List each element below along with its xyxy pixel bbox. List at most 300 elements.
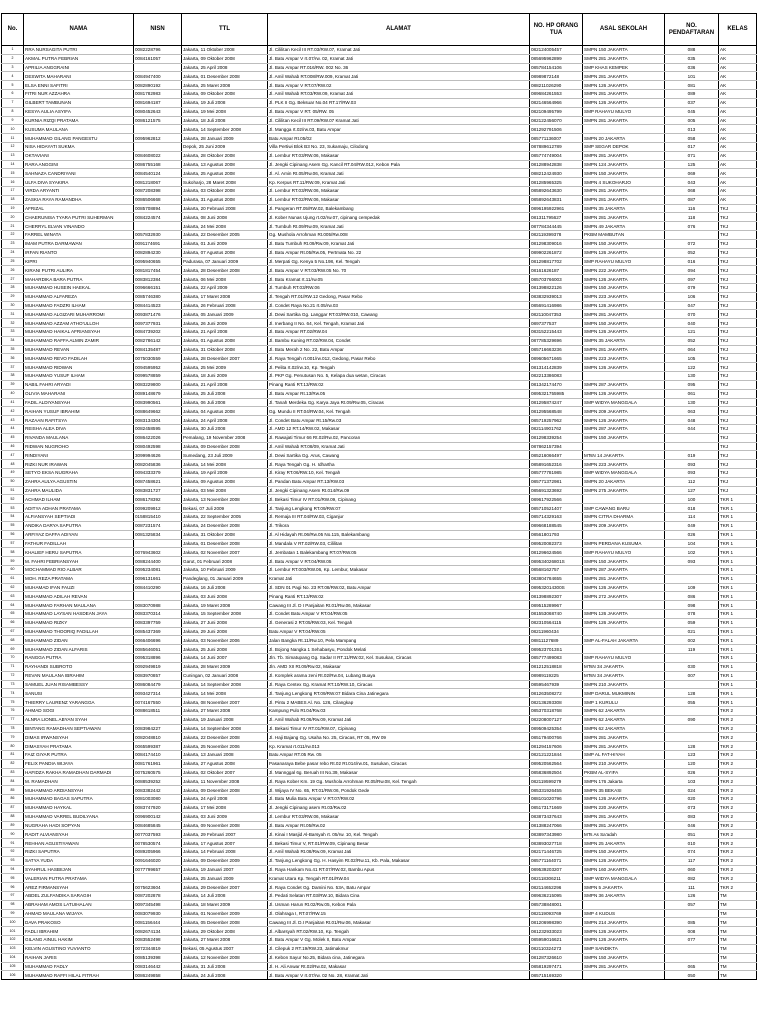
cell-kelas: TKR 1 (719, 636, 757, 645)
cell-hp: 085715169320 (530, 971, 583, 980)
cell-pendaftaran: 130 (665, 372, 719, 381)
cell-hp: 085891652316 (530, 460, 583, 469)
cell-sekolah: SMPN 20 JAKARTA (583, 477, 665, 486)
cell-alamat: Jl. Bekasi Timur IV RT.01/RW.09, Cipinang (268, 495, 530, 504)
cell-alamat: Cawang III Jl. D.I Panjaitan Rt.01/Rw.06, Makasar (268, 918, 530, 927)
table-body (2, 46, 757, 980)
cell-no: 23 (2, 239, 24, 248)
cell-kelas: AK (719, 178, 757, 187)
cell-nisn: 0083397759 (134, 618, 182, 627)
cell-ttl: Jakarta, 09 November 2008 (182, 821, 268, 830)
cell-hp: 085892643630 (530, 187, 583, 196)
cell-sekolah: SMPN 210 JAKARTA (583, 680, 665, 689)
cell-no: 15 (2, 169, 24, 178)
cell-no: 80 (2, 742, 24, 751)
cell-sekolah: SMPN 272 JAKARTA (583, 592, 665, 601)
cell-hp: 087785329696 (530, 336, 583, 345)
cell-no: 84 (2, 777, 24, 786)
table-row (2, 90, 757, 99)
table-row (2, 328, 757, 337)
cell-hp: 081292791506 (530, 125, 583, 134)
cell-kelas: TKJ (719, 460, 757, 469)
cell-sekolah: SMPN 281 JAKARTA (583, 345, 665, 354)
cell-nama: MUHAMMAD BAGAS SAPUTRA (24, 795, 134, 804)
cell-sekolah (583, 530, 665, 539)
cell-nama: ZASKIA RAYA RAMANDHA (24, 195, 134, 204)
cell-no: 21 (2, 222, 24, 231)
table-row (2, 953, 757, 962)
cell-hp: 085173171669 (530, 803, 583, 812)
cell-kelas: AK (719, 90, 757, 99)
cell-alamat: Jl. Tumbuh RT.03/RW.06 (268, 283, 530, 292)
cell-kelas: TKJ (719, 310, 757, 319)
cell-nama: MUHAMMAD HAYKAL (24, 803, 134, 812)
cell-nisn: 0086755168 (134, 160, 182, 169)
cell-nama: ELSA ENNI SAFITRI (24, 81, 134, 90)
cell-kelas: AK (719, 72, 757, 81)
table-row (2, 821, 757, 830)
cell-nisn (134, 874, 182, 883)
cell-nisn (134, 63, 182, 72)
cell-ttl: Jakarta, 24 Juli 2008 (182, 971, 268, 980)
cell-nama: RRA NURSAGITA PUTRI (24, 46, 134, 55)
cell-no: 7 (2, 98, 24, 107)
table-row (2, 962, 757, 971)
cell-sekolah: SMPN 126 JAKARTA (583, 583, 665, 592)
cell-no: 74 (2, 689, 24, 698)
cell-ttl: Jakarta, 03 Juni 2008 (182, 592, 268, 601)
cell-nisn: 0099578859 (134, 372, 182, 381)
cell-kelas: TM (719, 962, 757, 971)
cell-alamat: Jl. Batu Mulia Batu Ampar V RT.07/RW.02 (268, 795, 530, 804)
cell-pendaftaran: 079 (665, 283, 719, 292)
table-row (2, 618, 757, 627)
cell-ttl: Jakarta, 19 Januari 2008 (182, 715, 268, 724)
cell-kelas: TKJ (719, 336, 757, 345)
cell-kelas: TKR 2 (719, 706, 757, 715)
cell-kelas: TKR 1 (719, 504, 757, 513)
cell-sekolah: SMPN 126 JAKARTA (583, 98, 665, 107)
cell-no: 53 (2, 504, 24, 513)
cell-pendaftaran: 121 (665, 328, 719, 337)
cell-pendaftaran: 087 (665, 195, 719, 204)
cell-pendaftaran: 090 (665, 715, 719, 724)
cell-nama: RAIHAN JARIS (24, 953, 134, 962)
cell-alamat: Jl. Batu Tumbuh Rt.09/Rw.09, Kramat Jati (268, 239, 530, 248)
cell-sekolah: SMP AL-FALAH JAKARTA (583, 636, 665, 645)
table-row (2, 345, 757, 354)
cell-sekolah: SMPN 126 JAKARTA (583, 301, 665, 310)
cell-hp: 087889612789 (530, 142, 583, 151)
cell-nisn: 0078530574 (134, 839, 182, 848)
cell-ttl: Jakarta, 22 Desember 2005 (182, 231, 268, 240)
cell-nama: MUHAMMAD HAIKAL AFRIANSYAH (24, 328, 134, 337)
cell-hp: 08561801793 (530, 530, 583, 539)
cell-pendaftaran (665, 909, 719, 918)
cell-no: 37 (2, 363, 24, 372)
cell-no: 55 (2, 521, 24, 530)
cell-pendaftaran: 123 (665, 751, 719, 760)
cell-nisn: 0075030559 (134, 354, 182, 363)
cell-nama: MUHAMMAD GILANG PANGESTU (24, 134, 134, 143)
cell-sekolah: SMPN 150 JAKARTA (583, 46, 665, 55)
cell-no: 39 (2, 380, 24, 389)
cell-pendaftaran: 088 (665, 46, 719, 55)
cell-sekolah: SMP AL FAT-HIYAH (583, 751, 665, 760)
cell-pendaftaran: 057 (665, 900, 719, 909)
table-row (2, 151, 757, 160)
cell-nisn: 0082458595 (134, 424, 182, 433)
cell-sekolah (583, 372, 665, 381)
cell-pendaftaran: 126 (665, 892, 719, 901)
cell-no: 8 (2, 107, 24, 116)
cell-alamat: Jl. Mannggal 6g. Beruah III No.39, Makasar (268, 768, 530, 777)
cell-alamat: Jl. Batu Kramat rt.11/rw.05 (268, 275, 530, 284)
table-row (2, 257, 757, 266)
cell-nisn: 0083984227 (134, 724, 182, 733)
cell-kelas: AK (719, 125, 757, 134)
cell-alamat: Jl. Mandala V RT.02/RW.03, Cililitan (268, 539, 530, 548)
cell-alamat: Jl. Usman Harun Rt.02/Rw.05, Kebon Pala (268, 900, 530, 909)
cell-no: 62 (2, 583, 24, 592)
table-row (2, 751, 757, 760)
cell-sekolah: SMPN 35 BEKASI (583, 786, 665, 795)
cell-ttl: Jakarta, 29 Desember 2007 (182, 883, 268, 892)
cell-alamat: Jl. Tanjung Lengkong Gg. H. Hasyim Rt.02/Rw.11, Kb. Pala, Makasar (268, 856, 530, 865)
table-row (2, 275, 757, 284)
cell-ttl: Jakarta, 29 Juni 2008 (182, 627, 268, 636)
cell-nisn: 0083079930 (134, 909, 182, 918)
cell-hp: 085714329163 (530, 513, 583, 522)
cell-ttl: Jakarta, 21 April 2008 (182, 328, 268, 337)
cell-hp: 083897343980 (530, 830, 583, 839)
cell-hp: 081212518818 (530, 662, 583, 671)
cell-kelas: TKJ (719, 292, 757, 301)
table-row (2, 777, 757, 786)
cell-nisn: 0083370314 (134, 610, 182, 619)
cell-hp: 085959016621 (530, 936, 583, 945)
cell-alamat: Jl. Amil Wahab Rt.06/Rw.09, Kramat Jati (268, 715, 530, 724)
cell-kelas: AK (719, 46, 757, 55)
cell-nisn: 0080452643 (134, 107, 182, 116)
table-row (2, 971, 757, 980)
cell-kelas: TKR 2 (719, 786, 757, 795)
cell-sekolah: PKBM MAMBUTAN (583, 231, 665, 240)
cell-kelas: TKR 2 (719, 759, 757, 768)
cell-no: 89 (2, 821, 24, 830)
cell-nisn: 0086506668 (134, 195, 182, 204)
cell-nama: VIRDA ARYANTI (24, 187, 134, 196)
cell-no: 51 (2, 486, 24, 495)
cell-ttl: Jakarta, 03 Juni 2009 (182, 812, 268, 821)
table-row (2, 627, 757, 636)
cell-pendaftaran: 085 (665, 918, 719, 927)
cell-pendaftaran: 061 (665, 389, 719, 398)
cell-nama: MOCHAMMAD RIO ALBAR (24, 565, 134, 574)
cell-pendaftaran: 070 (665, 310, 719, 319)
cell-alamat: Jl. Al. Amin Rt.05/Rw.06, Kramat Jati (268, 169, 530, 178)
cell-sekolah: MTsN 14 JAKARTA (583, 451, 665, 460)
cell-ttl: Jakarta, 06 Mei 2008 (182, 275, 268, 284)
cell-nisn: 0093427314 (134, 689, 182, 698)
cell-pendaftaran: 019 (665, 451, 719, 460)
cell-sekolah: SMPN 214 JAKARTA (583, 918, 665, 927)
cell-nisn: 0083747920 (134, 803, 182, 812)
cell-ttl: Sumedang, 23 Juli 2009 (182, 451, 268, 460)
cell-alamat: Jl. Raya Tengah rt.001/rw.012, Gedong, Pasar Rebo (268, 354, 530, 363)
cell-ttl: Jakarta, 10 Februari 2009 (182, 565, 268, 574)
table-row (2, 363, 757, 372)
cell-kelas: AK (719, 107, 757, 116)
table-row (2, 469, 757, 478)
cell-alamat: Jl. Pintu 2 MABES Al. No. 126, Cilangkap (268, 698, 530, 707)
cell-hp: 081398892307 (530, 592, 583, 601)
cell-ttl: Jakarta, 03 November 2006 (182, 636, 268, 645)
cell-no: 69 (2, 645, 24, 654)
cell-kelas: TM (719, 944, 757, 953)
cell-nama: MUHAMMAD ALFAREZA (24, 292, 134, 301)
cell-nisn: 0082894230 (134, 248, 182, 257)
cell-pendaftaran: 047 (665, 301, 719, 310)
cell-pendaftaran: 100 (665, 495, 719, 504)
cell-hp: 08989119225 (530, 671, 583, 680)
cell-kelas: TKR 1 (719, 627, 757, 636)
cell-nisn: 0158815410 (134, 513, 182, 522)
cell-pendaftaran: 058 (665, 134, 719, 143)
cell-sekolah: SMPN 281 JAKARTA (583, 310, 665, 319)
cell-nama: RANGGA PUTRA (24, 654, 134, 663)
cell-ttl: Cuningan, 02 Januari 2008 (182, 671, 268, 680)
cell-no: 72 (2, 671, 24, 680)
cell-pendaftaran: 060 (665, 865, 719, 874)
cell-pendaftaran: 128 (665, 742, 719, 751)
cell-no: 19 (2, 204, 24, 213)
cell-sekolah: SMPN 210 JAKARTA (583, 759, 665, 768)
cell-pendaftaran: 051 (665, 830, 719, 839)
cell-nama: GILANG AINUL HAKIM (24, 936, 134, 945)
cell-pendaftaran: 104 (665, 539, 719, 548)
cell-alamat: Batu Ampar Rt.05/02 (268, 134, 530, 143)
cell-alamat: Pinang Ranti RT.13/RW.02 (268, 592, 530, 601)
cell-pendaftaran: 101 (665, 72, 719, 81)
cell-hp: 089636215095 (530, 892, 583, 901)
cell-hp: 082114652296 (530, 883, 583, 892)
cell-hp: 082118306211 (530, 874, 583, 883)
cell-nama: RADIT ALVIANSYAH (24, 830, 134, 839)
cell-hp: 085216066497 (530, 451, 583, 460)
cell-nisn: 0081325834 (134, 530, 182, 539)
cell-pendaftaran: 127 (665, 486, 719, 495)
cell-nisn: 0087231574 (134, 521, 182, 530)
cell-alamat: Jl. Cilepuk 2 RT.19/RW.23, Jatimakmur (268, 944, 530, 953)
cell-kelas: TKJ (719, 222, 757, 231)
cell-ttl: Jakarta, 29 Oktober 2008 (182, 927, 268, 936)
table-row (2, 433, 757, 442)
cell-hp: 085331926455 (530, 786, 583, 795)
cell-nama: MUHAMMAD FADZRI ILHAM (24, 301, 134, 310)
table-row (2, 733, 757, 742)
cell-ttl: Jakarta, 11 November 2008 (182, 777, 268, 786)
cell-nama: THIERRY LAURENZ YARANGGA (24, 698, 134, 707)
cell-alamat: Kramat Utara Kp. Tengah RT.01/RW.04 (268, 874, 530, 883)
cell-kelas: TKR 2 (719, 874, 757, 883)
table-row (2, 319, 757, 328)
cell-ttl: Jakarta, 19 April 2009 (182, 469, 268, 478)
table-row (2, 724, 757, 733)
cell-kelas: AK (719, 187, 757, 196)
table-row (2, 883, 757, 892)
cell-sekolah: SMPN 209 JAKARTA (583, 407, 665, 416)
cell-no: 33 (2, 328, 24, 337)
cell-hp: 085370318768 (530, 706, 583, 715)
cell-kelas: TKJ (719, 257, 757, 266)
cell-sekolah: SMPN 126 JAKARTA (583, 927, 665, 936)
cell-alamat: Jln. Tb. Simatupang Gg. Sadar II RT.11/RW.02, Kel. Susukan, Ciracas (268, 654, 530, 663)
cell-no: 102 (2, 936, 24, 945)
cell-nisn: 0086249858 (134, 971, 182, 980)
table-row (2, 142, 757, 151)
cell-pendaftaran: 077 (665, 936, 719, 945)
cell-no: 61 (2, 574, 24, 583)
cell-no: 45 (2, 433, 24, 442)
cell-kelas: TKR 1 (719, 521, 757, 530)
cell-pendaftaran (665, 680, 719, 689)
cell-hp: 089520082373 (530, 539, 583, 548)
cell-ttl: Jakarta, 14 Februari 2008 (182, 847, 268, 856)
cell-nisn: 0092949819 (134, 662, 182, 671)
cell-nama: ZAHRA MAULIDA (24, 486, 134, 495)
cell-hp: 082146564966 (530, 98, 583, 107)
cell-nama: MUHAMMAD REVO FADILAH (24, 354, 134, 363)
cell-hp: 082119399378 (530, 231, 583, 240)
cell-hp: 085710521407 (530, 504, 583, 513)
cell-no: 48 (2, 460, 24, 469)
cell-nama: MUHAMMAD RAFFI HILAL FITRAH (24, 971, 134, 980)
cell-nama: MUHAMMAD RIDWAN (24, 363, 134, 372)
cell-nisn: 0093871476 (134, 310, 182, 319)
cell-ttl: Jakarta, 28 Desember 2007 (182, 354, 268, 363)
cell-pendaftaran: 093 (665, 557, 719, 566)
cell-nama: ANDIKA DARYA SAPUTRA (24, 521, 134, 530)
cell-alamat: Jl. Batu Ampar V RT. 05/RW. 05 (268, 107, 530, 116)
cell-ttl: Jakarta, 01 Desember 2008 (182, 539, 268, 548)
table-row (2, 918, 757, 927)
cell-hp: 081314142839 (530, 363, 583, 372)
cell-no: 32 (2, 319, 24, 328)
table-row (2, 125, 757, 134)
cell-kelas: TKR 2 (719, 830, 757, 839)
cell-no: 2 (2, 54, 24, 63)
cell-hp: 083873437643 (530, 812, 583, 821)
cell-hp: 0896195922961 (530, 204, 583, 213)
cell-no: 92 (2, 847, 24, 856)
cell-pendaftaran: 103 (665, 777, 719, 786)
table-row (2, 803, 757, 812)
cell-nisn: 0097345498 (134, 900, 182, 909)
cell-no: 79 (2, 733, 24, 742)
cell-hp: 085777781985 (530, 469, 583, 478)
cell-pendaftaran: 043 (665, 178, 719, 187)
table-row (2, 424, 757, 433)
cell-alamat: Jl. Olahraga I, RT.07/RW.15 (268, 909, 530, 918)
cell-sekolah: SMPN 150 JAKARTA (583, 239, 665, 248)
cell-nisn: 0075260575 (134, 768, 182, 777)
cell-nisn: 0087208398 (134, 187, 182, 196)
cell-hp: 083152215443 (530, 328, 583, 337)
cell-no: 70 (2, 654, 24, 663)
cell-sekolah: SMPN 287 JAKARTA (583, 380, 665, 389)
cell-kelas: TKR 2 (719, 821, 757, 830)
cell-kelas: TKR 1 (719, 671, 757, 680)
cell-kelas: TKR 1 (719, 495, 757, 504)
cell-nama: FELIX PANDIA WIJAYA (24, 759, 134, 768)
cell-hp: 089902261872 (530, 248, 583, 257)
table-row (2, 46, 757, 55)
cell-kelas: TKJ (719, 345, 757, 354)
student-table (1, 13, 757, 980)
cell-nisn (134, 142, 182, 151)
cell-pendaftaran: 109 (665, 583, 719, 592)
table-row (2, 107, 757, 116)
cell-ttl: Jakarta, 14 Juli 2008 (182, 892, 268, 901)
cell-ttl: Jakarta, 27 Maret 2008 (182, 936, 268, 945)
cell-ttl: Jakarta, 22 April 2009 (182, 283, 268, 292)
cell-ttl: Bekasi, 05 Agustus 2007 (182, 944, 268, 953)
cell-hp: 081298817702 (530, 257, 583, 266)
cell-nisn: 0081218067 (134, 178, 182, 187)
cell-nama: ZAHRA AULYA AGUSTIN (24, 477, 134, 486)
cell-hp: 081287326610 (530, 953, 583, 962)
cell-ttl: Jakarta, 14 September 2008 (182, 724, 268, 733)
cell-nisn (134, 125, 182, 134)
cell-pendaftaran (665, 944, 719, 953)
cell-nama: MUHAMMAD AZZAM ATHO'ULLOH (24, 319, 134, 328)
cell-pendaftaran: 005 (665, 116, 719, 125)
cell-nama: MUHAMMAD REVAN (24, 345, 134, 354)
cell-sekolah: SMP SEGAR DEPOK (583, 142, 665, 151)
cell-sekolah: SMPN 160 JAKARTA (583, 865, 665, 874)
cell-ttl: Jakarta, 14 Mei 2008 (182, 689, 268, 698)
cell-nisn: 0084608022 (134, 151, 182, 160)
cell-pendaftaran: 122 (665, 363, 719, 372)
cell-no: 14 (2, 160, 24, 169)
cell-alamat: Kp. Kramat rt.011/rw.013 (268, 742, 530, 751)
cell-hp: 087862157394 (530, 442, 583, 451)
cell-ttl: Jakarta, 08 Juni 2008 (182, 213, 268, 222)
cell-hp: 082171446725 (530, 847, 583, 856)
cell-sekolah: SMPN 124 JAKARTA (583, 160, 665, 169)
cell-nama: KUSUMA MAULANA (24, 125, 134, 134)
cell-ttl: Jakarta, 02 Oktober 2007 (182, 768, 268, 777)
cell-no: 87 (2, 803, 24, 812)
table-row (2, 759, 757, 768)
cell-kelas: TKR 2 (719, 839, 757, 848)
cell-pendaftaran (665, 953, 719, 962)
cell-ttl: Jakarta, 14 September 2008 (182, 125, 268, 134)
cell-sekolah: MTsN 34 JAKARTA (583, 671, 665, 680)
cell-kelas: TKJ (719, 380, 757, 389)
cell-hp: 089605671665 (530, 354, 583, 363)
cell-pendaftaran: 024 (665, 786, 719, 795)
cell-nisn: 0088244400 (134, 557, 182, 566)
cell-nisn: 0085708894 (134, 204, 182, 213)
cell-nama: NUGRAHA HADI SOPYAN (24, 821, 134, 830)
table-row (2, 671, 757, 680)
cell-alamat: Jl. Pedati Selatan RT.03/RW.10, Bidara Cina (268, 892, 530, 901)
cell-alamat: Jl. Batu Ampar V Gg. Molek II, Batu Ampar (268, 936, 530, 945)
cell-alamat: Jl. Batu Merah 2 No. 22, Batu Ampar (268, 345, 530, 354)
cell-pendaftaran: 016 (665, 257, 719, 266)
